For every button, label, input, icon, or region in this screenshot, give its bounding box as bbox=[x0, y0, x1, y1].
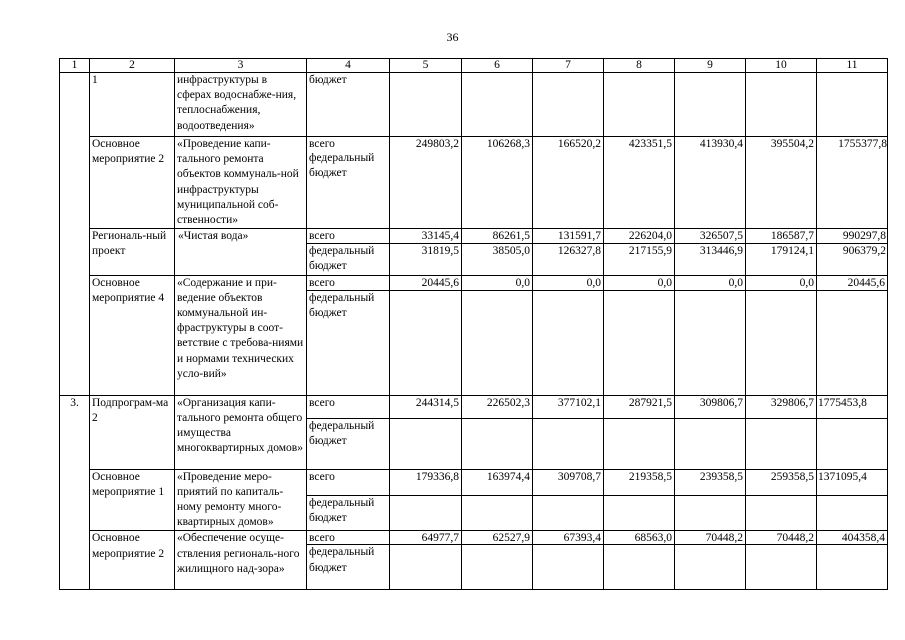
table-row bbox=[60, 531, 888, 590]
value-cell: 106268,3 bbox=[462, 137, 533, 229]
table-cell: «Обеспечение осуще-ствления региональ-ного жилищного над-зора» bbox=[175, 531, 307, 590]
value-cell: 62527,9 bbox=[462, 531, 533, 590]
row-label: всего федеральный бюджет bbox=[307, 531, 390, 590]
value-cell: 309806,7 bbox=[675, 395, 746, 469]
table-cell: 3. bbox=[60, 395, 90, 590]
row-label: всего федеральный бюджет bbox=[307, 395, 390, 469]
value-cell: 64977,7 bbox=[390, 531, 462, 590]
table-row bbox=[60, 469, 888, 531]
value-cell: 1775453,8 bbox=[817, 395, 888, 469]
row-label: всего федеральный бюджет bbox=[307, 229, 390, 275]
value-cell: 287921,5 bbox=[604, 395, 675, 469]
value-cell: 0,0 bbox=[462, 275, 533, 395]
budget-table bbox=[59, 58, 888, 590]
table-cell: бюджет bbox=[307, 73, 390, 137]
value-cell: 33145,4 31819,5 bbox=[390, 229, 462, 275]
table-cell bbox=[60, 73, 90, 396]
page-number: 36 bbox=[446, 30, 459, 44]
value-cell: 1755377,8 bbox=[817, 137, 888, 229]
table-cell: «Организация капи-тального ремонта общего имущества многоквартирных домов» bbox=[175, 395, 307, 469]
value-cell: 20445,6 bbox=[817, 275, 888, 395]
value-cell: 219358,5 bbox=[604, 469, 675, 531]
header-cell: 11 bbox=[817, 59, 888, 73]
table-cell: «Чистая вода» bbox=[175, 229, 307, 275]
row-label: всего федеральный бюджет bbox=[307, 137, 390, 229]
value-cell: 226204,0 217155,9 bbox=[604, 229, 675, 275]
value-cell: 67393,4 bbox=[533, 531, 604, 590]
header-cell: 6 bbox=[462, 59, 533, 73]
table-cell: инфраструктуры в сферах водоснабже-ния, теплоснабжения, водоотведения» bbox=[175, 73, 307, 137]
value-cell: 395504,2 bbox=[746, 137, 817, 229]
value-cell: 0,0 bbox=[533, 275, 604, 395]
value-cell: 20445,6 bbox=[390, 275, 462, 395]
table-cell: Подпрограм-ма 2 bbox=[90, 395, 175, 469]
value-cell: 68563,0 bbox=[604, 531, 675, 590]
row-label: всего федеральный бюджет bbox=[307, 469, 390, 531]
value-cell: 0,0 bbox=[746, 275, 817, 395]
table-row bbox=[60, 275, 888, 395]
value-cell: 423351,5 bbox=[604, 137, 675, 229]
value-cell: 226502,3 bbox=[462, 395, 533, 469]
header-cell: 4 bbox=[307, 59, 390, 73]
table-row bbox=[60, 229, 888, 275]
header-cell: 7 bbox=[533, 59, 604, 73]
table-cell: «Проведение меро-приятий по капиталь-ному ремонту много-квартирных домов» bbox=[175, 469, 307, 531]
value-cell: 244314,5 bbox=[390, 395, 462, 469]
table-row bbox=[60, 395, 888, 469]
table-cell: Основное мероприятие 1 bbox=[90, 469, 175, 531]
header-cell: 1 bbox=[60, 59, 90, 73]
value-cell: 163974,4 bbox=[462, 469, 533, 531]
value-cell: 186587,7 179124,1 bbox=[746, 229, 817, 275]
table-cell: Основное мероприятие 2 bbox=[90, 137, 175, 229]
value-cell: 166520,2 bbox=[533, 137, 604, 229]
header-cell: 8 bbox=[604, 59, 675, 73]
header-cell: 2 bbox=[90, 59, 175, 73]
table-cell: «Проведение капи-тального ремонта объектов коммуналь-ной инфраструктуры муниципальной соб-ственности» bbox=[175, 137, 307, 229]
value-cell: 413930,4 bbox=[675, 137, 746, 229]
table-cell: «Содержание и при-ведение объектов коммунальной ин-фраструктуры в соот-ветствие с требова-ниями и нормами технических усло-вий» bbox=[175, 275, 307, 395]
value-cell: 0,0 bbox=[604, 275, 675, 395]
value-cell: 70448,2 bbox=[675, 531, 746, 590]
value-cell: 404358,4 bbox=[817, 531, 888, 590]
value-cell: 0,0 bbox=[675, 275, 746, 395]
table-cell: Основное мероприятие 2 bbox=[90, 531, 175, 590]
header-cell: 9 bbox=[675, 59, 746, 73]
value-cell: 239358,5 bbox=[675, 469, 746, 531]
value-cell: 990297,8 906379,2 bbox=[817, 229, 888, 275]
value-cell: 377102,1 bbox=[533, 395, 604, 469]
row-label: всего федеральный бюджет bbox=[307, 275, 390, 395]
value-cell: 70448,2 bbox=[746, 531, 817, 590]
header-cell: 5 bbox=[390, 59, 462, 73]
value-cell: 1371095,4 bbox=[817, 469, 888, 531]
table-cell: Основное мероприятие 4 bbox=[90, 275, 175, 395]
value-cell: 249803,2 bbox=[390, 137, 462, 229]
value-cell: 326507,5 313446,9 bbox=[675, 229, 746, 275]
header-cell: 3 bbox=[175, 59, 307, 73]
value-cell: 329806,7 bbox=[746, 395, 817, 469]
header-cell: 10 bbox=[746, 59, 817, 73]
value-cell: 309708,7 bbox=[533, 469, 604, 531]
header-row bbox=[60, 59, 888, 73]
table-cell: Региональ-ный проект bbox=[90, 229, 175, 275]
value-cell: 179336,8 bbox=[390, 469, 462, 531]
table-row bbox=[60, 73, 888, 137]
value-cell: 86261,5 38505,0 bbox=[462, 229, 533, 275]
value-cell: 259358,5 bbox=[746, 469, 817, 531]
table-row bbox=[60, 137, 888, 229]
value-cell: 131591,7 126327,8 bbox=[533, 229, 604, 275]
table-cell: 1 bbox=[90, 73, 175, 137]
